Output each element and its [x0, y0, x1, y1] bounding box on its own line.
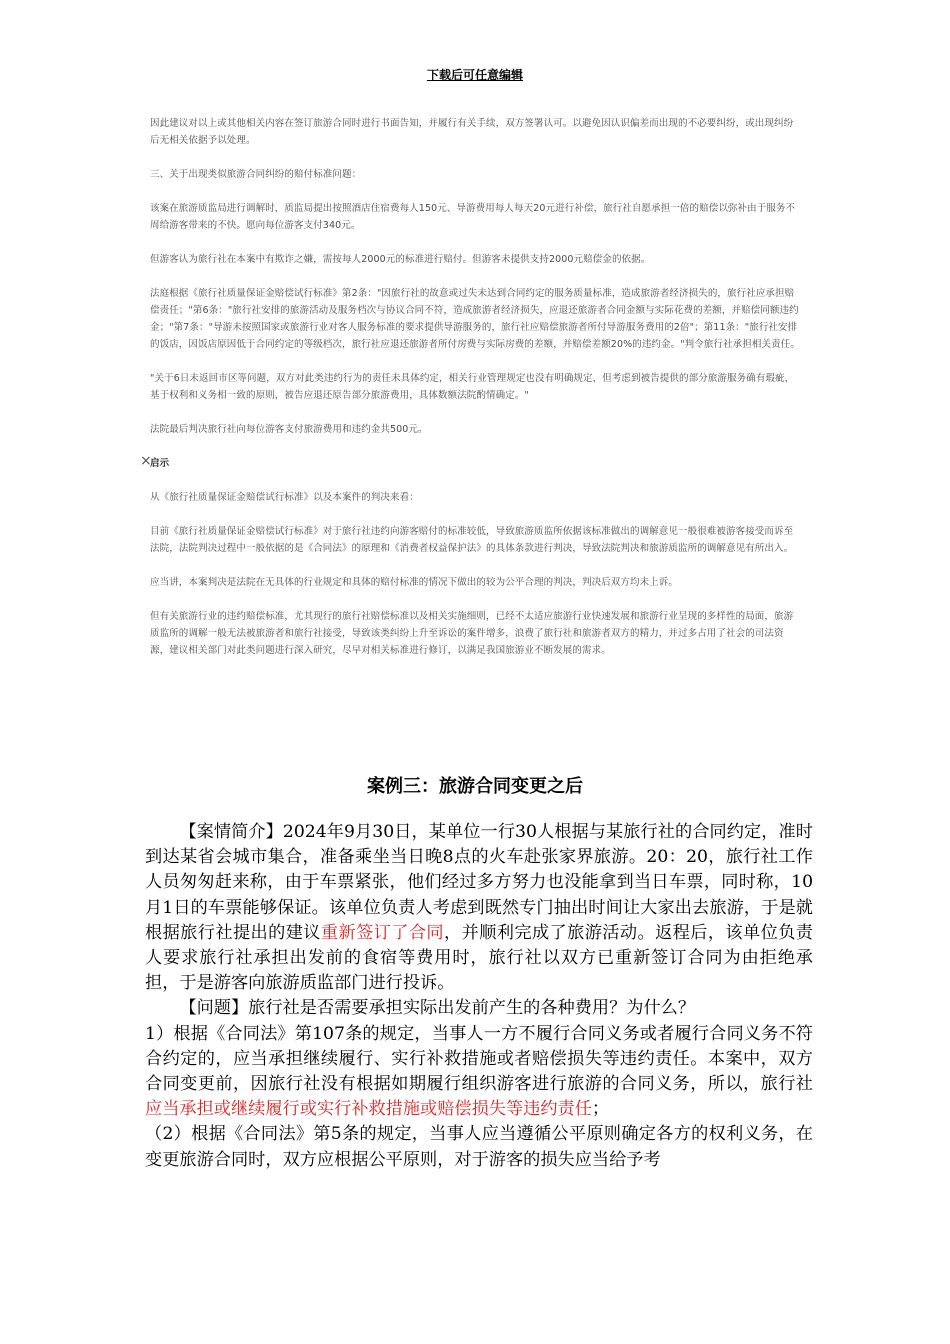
page-header [0, 66, 950, 83]
answer-1 [145, 1022, 813, 1123]
answer-1-text: 1）根据《合同法》第107条的规定，当事人一方不履行合同义务或者履行合同义务不符合约定的，应当承担继续履行、实行补救措施或者赔偿损失等违约责任。本案中，双方合同变更前，因旅行社没有根据如期履行组织游客进行旅游的合同义务，所以，旅行社 [145, 1023, 813, 1095]
case-question: 【问题】旅行社是否需要承担实际出发前产生的各种费用？为什么？ [179, 998, 696, 1019]
scan-heading: 启示 [150, 458, 170, 469]
case-intro [145, 820, 813, 996]
intro-text: 【案情简介】2024年9月30日，某单位一行30人根据与某旅行社的合同约定，准时到达某省会城市集合，准备乘坐当日晚8点的火车赴张家界旅游。20：20，旅行社工作人员匆匆赶来称，由于车票紧张，他们经过多方努力也没能拿到当日车票，同时称，10月1日的车票能够保证。该单位负责人考虑到既然专门抽出时间让大家出去旅游，于是就根据旅行社提出的建议 [145, 822, 813, 943]
answer-1-end: ； [591, 1099, 610, 1120]
intro-highlight: 重新签订了合同 [320, 922, 445, 943]
scan-heading: 三、关于出现类似旅游合同纠纷的赔付标准问题： [150, 169, 362, 180]
scan-paragraph: 法庭根据《旅行社质量保证金赔偿试行标准》第2条："因旅行社的故意或过失未达到合同约定的服务质量标准，造成旅游者经济损失的，旅行社应承担赔偿责任；"第6条："旅行社安排的旅游活动及服务档次与协议合同不符，造成旅游者经济损失，应退还旅游者合同金额与实际花费的差额，并赔偿同额违约金；"第7条："导游未按照国家或旅游行业对客人服务标准的要求提供导游服务的，旅行社应赔偿旅游者所付导游服务费用的2倍"；第11条："旅行社安排的饭店，因饭店原因低于合同约定的等级档次，旅行社应退还旅游者所付房费与实际房费的差额，并赔偿差额20%的违约金。"判令旅行社承担相关责任。 [150, 288, 800, 350]
answer-2: （2）根据《合同法》第5条的规定，当事人应当遵循公平原则确定各方的权利义务，在变更旅游合同时，双方应根据公平原则，对于游客的损失应当给予考 [145, 1124, 813, 1170]
scan-paragraph: "关于6日未返回市区等问题，双方对此类违约行为的责任未具体约定，相关行业管理规定也没有明确规定，但考虑到被告提供的部分旅游服务确有瑕疵，基于权利和义务相一致的原则，被告应退还原告部分旅游费用，具体数额法院酌情确定。" [150, 373, 795, 401]
scan-paragraph: 应当讲，本案判决是法院在无具体的行业规定和具体的赔付标准的情况下做出的较为公平合理的判决，判决后双方均未上诉。 [150, 577, 679, 588]
scan-paragraph: 但游客认为旅行社在本案中有欺诈之嫌，需按每人2000元的标准进行赔付。但游客未提供支持2000元赔偿金的依据。 [150, 254, 651, 265]
close-icon[interactable]: × [140, 453, 152, 469]
scan-paragraph: 因此建议对以上或其他相关内容在签订旅游合同时进行书面告知，并履行有关手续，双方签署认可。以避免因认识偏差而出现的不必要纠纷，或出现纠纷后无相关依据予以处理。 [150, 118, 794, 146]
case-title: 案例三：旅游合同变更之后 [367, 776, 583, 797]
case-body [145, 820, 813, 1173]
scan-paragraph: 从《旅行社质量保证金赔偿试行标准》以及本案件的判决来看： [150, 492, 419, 503]
intro-text-end: ，并顺利完成了旅游活动。返程后，该单位负责人要求旅行社承担出发前的食宿等费用时，旅行社以双方已重新签订合同为由拒绝承担，于是游客向旅游质监部门进行投诉。 [145, 922, 813, 994]
scan-paragraph: 但有关旅游行业的违约赔偿标准，尤其现行的旅行社赔偿标准以及相关实施细则，已经不太适应旅游行业快速发展和旅游行业呈现的多样性的局面，旅游质监所的调解一般无法被旅游者和旅行社接受，导致该类纠纷上升至诉讼的案件增多，浪费了旅行社和旅游者双方的精力，并过多占用了社会的司法资源，建议相关部门对此类问题进行深入研究，尽早对相关标准进行修订，以满足我国旅游业不断发展的需求。 [150, 611, 794, 656]
scanned-excerpt [150, 115, 800, 676]
scan-paragraph: 法院最后判决旅行社向每位游客支付旅游费用和违约金共500元。 [150, 424, 428, 435]
answer-1-highlight: 应当承担或继续履行或实行补救措施或赔偿损失等违约责任 [145, 1099, 592, 1120]
scan-paragraph: 该案在旅游质监局进行调解时，质监局提出按照酒店住宿费每人150元、导游费用每人每天20元进行补偿，旅行社自愿承担一倍的赔偿以弥补由于服务不周给游客带来的不快。愿向每位游客支付340元。 [150, 203, 796, 231]
header-text: 下载后可任意编辑 [426, 68, 523, 82]
scan-paragraph: 目前《旅行社质量保证金赔偿试行标准》对于旅行社违约向游客赔付的标准较低，导致旅游质监所依据该标准做出的调解意见一般很难被游客接受而诉至法院，法院判决过程中一般依据的是《合同法》的原理和《消费者权益保护法》的具体条款进行判决，导致法院判决和旅游质监所的调解意见有所出入。 [150, 526, 794, 554]
